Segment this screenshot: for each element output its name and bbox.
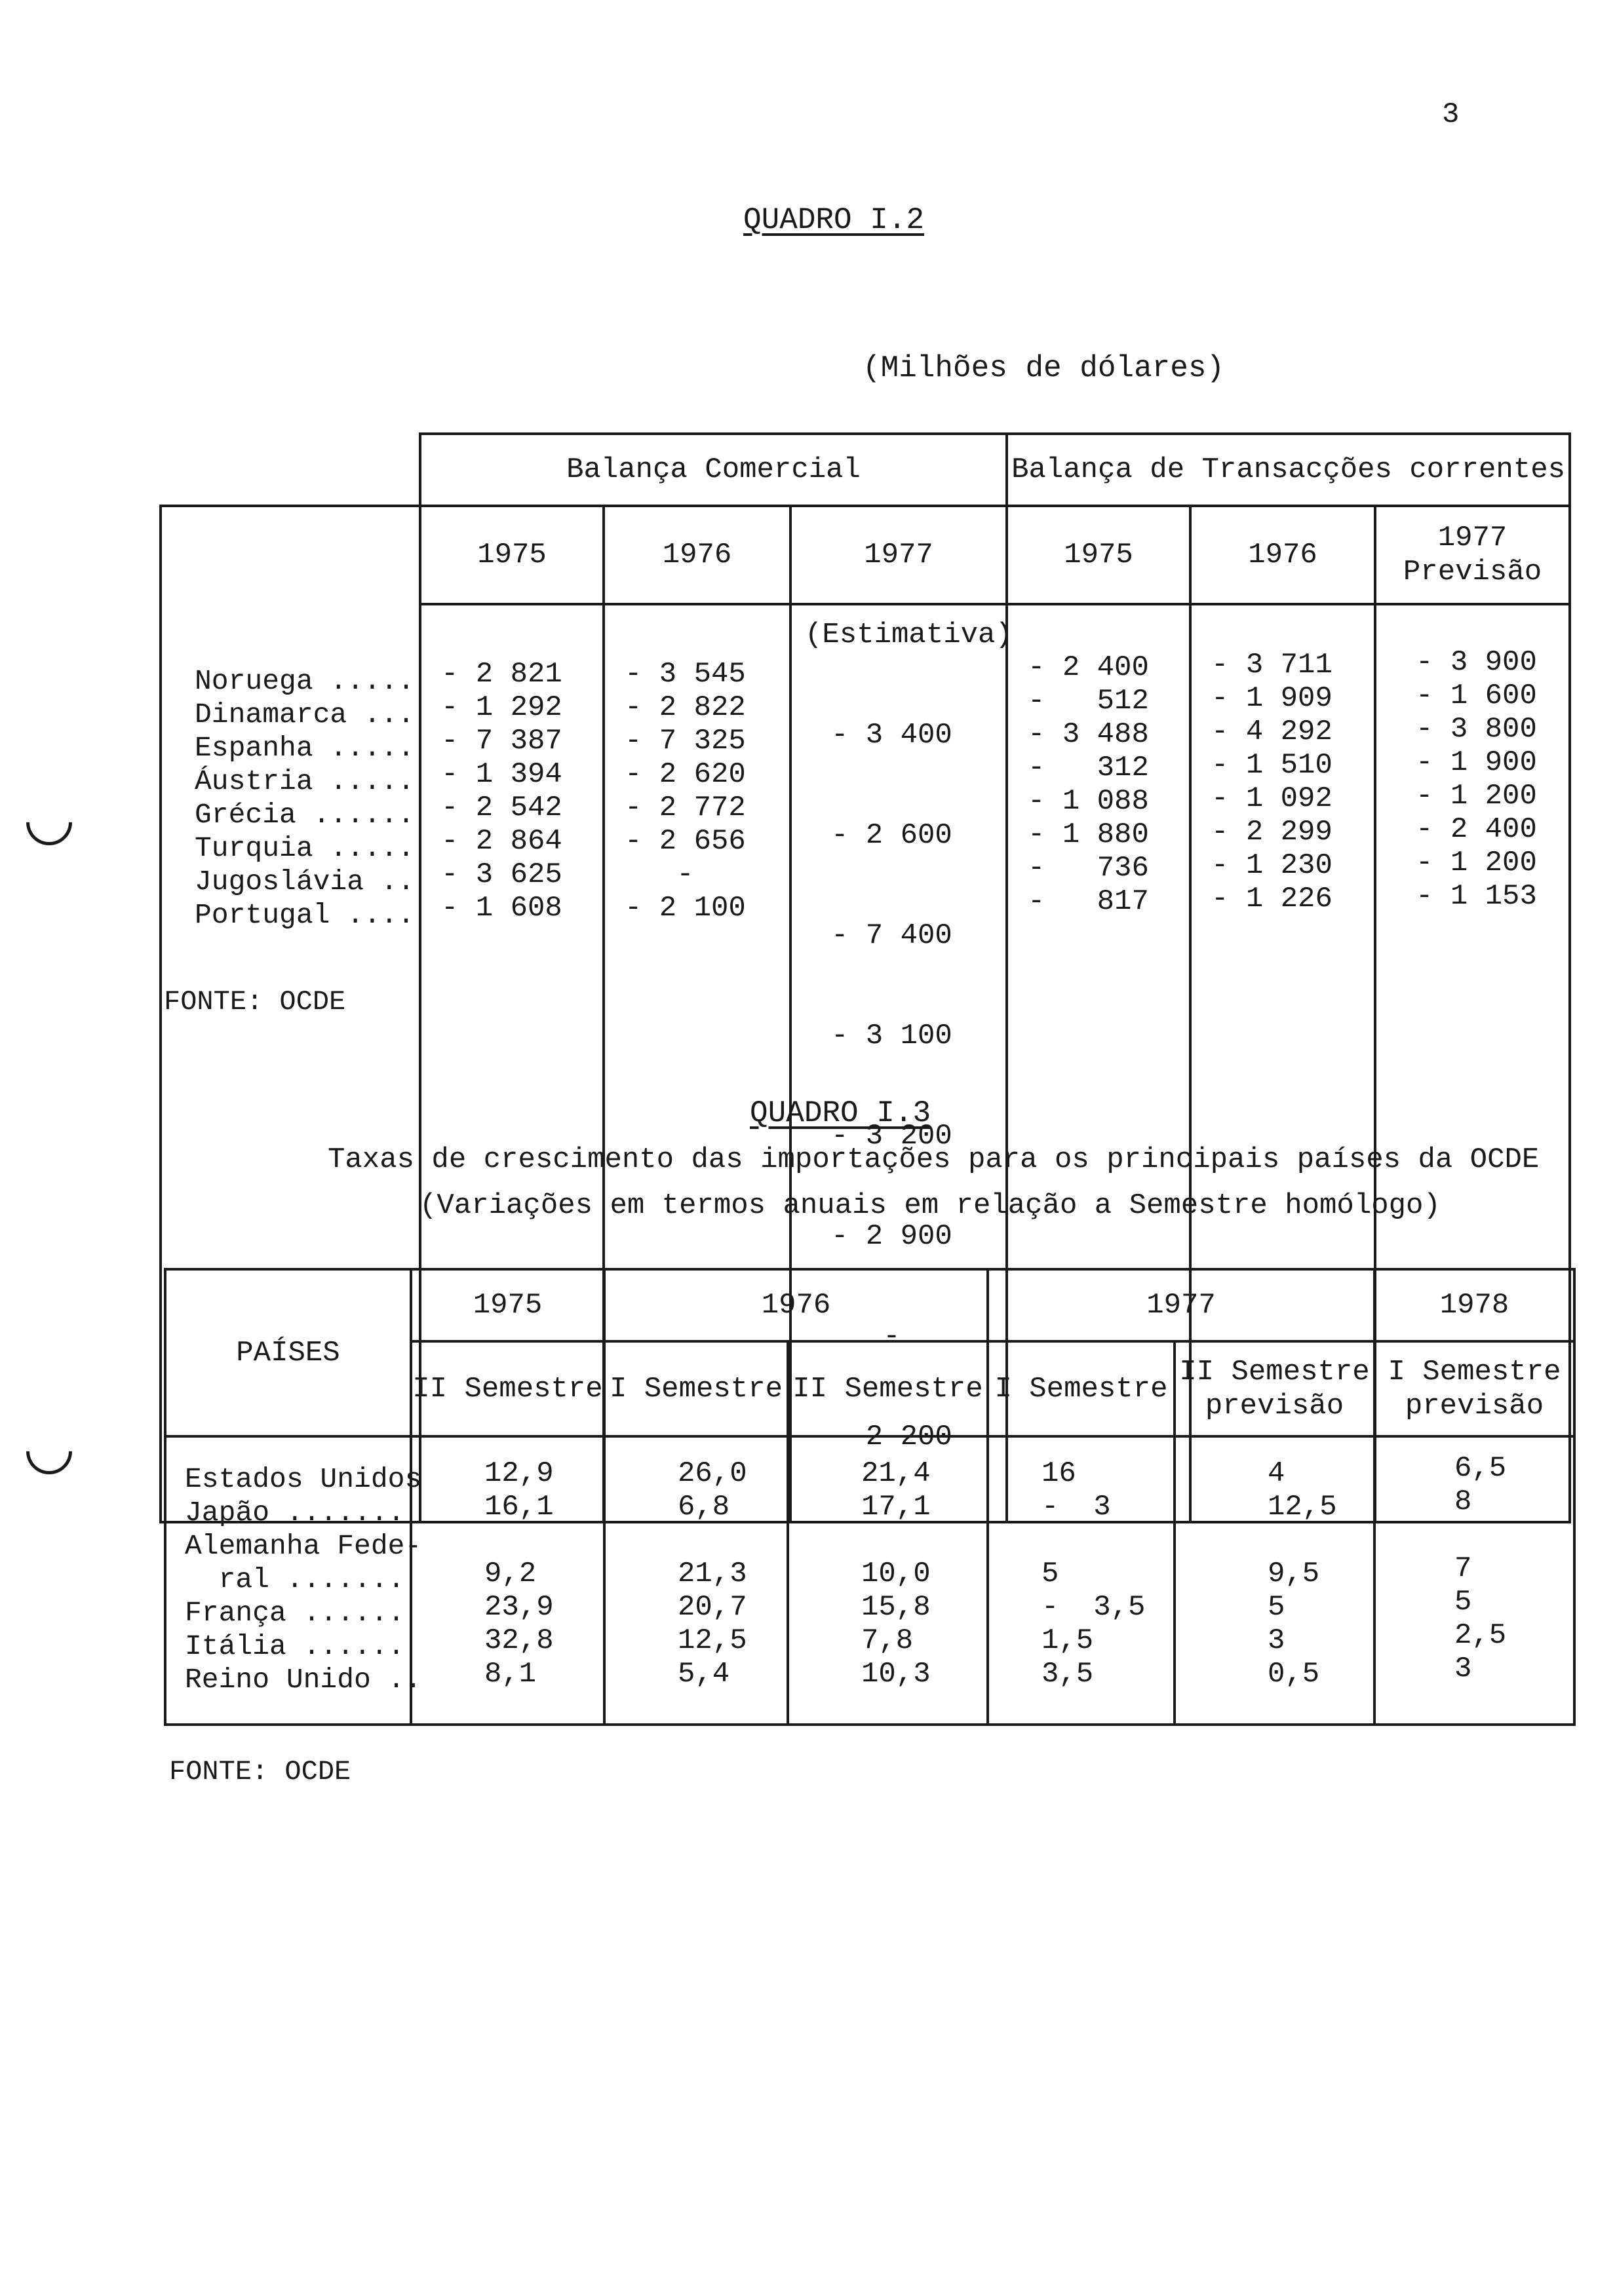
table1-country: Turquia ..... (195, 832, 415, 864)
table1-value: - 3 900 (1416, 646, 1537, 679)
table1-value: - 2 100 (625, 892, 746, 925)
table1-year: 1975 (1007, 506, 1190, 604)
table1-corner (161, 434, 420, 506)
table1-unit: (Milhões de dólares) (863, 351, 1225, 385)
table2-year: 1975 (411, 1269, 604, 1341)
table1-value: - 1 600 (1416, 679, 1537, 712)
table2-value: 17,1 (861, 1491, 931, 1523)
table2-value: 23,9 (484, 1591, 554, 1624)
table1-value: - (625, 858, 746, 891)
table2-value: 9,2 (484, 1558, 537, 1590)
table2-value: - 3,5 (1041, 1591, 1146, 1624)
table2-value: 32,8 (484, 1624, 554, 1657)
table1-country: Grécia ...... (195, 799, 415, 831)
table1-country: Espanha ..... (195, 732, 415, 764)
table2-value (1041, 1524, 1173, 1558)
table2-value: 21,4 (861, 1457, 931, 1490)
table2-year: 1977 (988, 1269, 1374, 1341)
table2-value: 5,4 (678, 1658, 730, 1691)
table1-value: - 2 299 (1211, 816, 1333, 849)
table1-value: - 3 545 (625, 658, 746, 691)
table1-value: - 1 200 (1416, 780, 1537, 813)
table1-value: - 312 (1028, 752, 1149, 784)
table2-semester: II Semestre (411, 1341, 604, 1436)
table1-value: - 817 (1028, 885, 1149, 918)
table1-value: - 2 542 (441, 792, 562, 824)
table1-value: - 2 821 (441, 658, 562, 691)
table1-value: - 4 292 (1211, 716, 1333, 748)
table2-country-cell (165, 1436, 422, 1725)
table1-country: Jugoslávia .. (195, 866, 415, 898)
table1-year-forecast: 1977 Previsão (1375, 506, 1570, 604)
table2-value (1268, 1524, 1373, 1558)
table2-value: 3 (1268, 1624, 1285, 1657)
table2-value: 10,0 (861, 1558, 931, 1590)
table2-value: 8,1 (484, 1658, 537, 1691)
table1-value: - 3 800 (1416, 713, 1537, 746)
table1-value: - 1 510 (1211, 749, 1333, 782)
binder-hole-mark (17, 790, 82, 855)
table2-value: 3 (1454, 1653, 1472, 1685)
table2-semester: II Semestre (788, 1341, 988, 1436)
table2-value: 1,5 (1041, 1624, 1094, 1657)
table1-value: - 2 772 (625, 792, 746, 824)
table1-country: Portugal .... (195, 899, 415, 931)
table2-value: 26,0 (678, 1457, 747, 1490)
table2-value: 12,9 (484, 1457, 554, 1490)
table1-estimate-note: (Estimativa) (805, 619, 1013, 651)
table2-value: 2,5 (1454, 1619, 1507, 1652)
binder-hole-mark (17, 1419, 82, 1484)
table2-value: 20,7 (678, 1591, 747, 1624)
table1-value: - 1 900 (1416, 746, 1537, 779)
table1-value: - 512 (1028, 685, 1149, 718)
table1-value: - 2 864 (441, 825, 562, 858)
table1-year: 1975 (420, 506, 604, 604)
table2-col (788, 1436, 988, 1725)
table2-value: 8 (1454, 1485, 1472, 1518)
table1-value: - 1 226 (1211, 883, 1333, 915)
table1-value: - 2 620 (625, 758, 746, 791)
table1-value: - 1 200 (1416, 847, 1537, 879)
table1-country: Áustria ..... (195, 765, 415, 797)
table1-value: - 1 088 (1028, 785, 1149, 818)
table1-year: 1976 (604, 506, 790, 604)
table1-year: 1976 (1190, 506, 1375, 604)
table2-countries-header: PAÍSES (165, 1269, 411, 1436)
table1-value: - 3 488 (1028, 718, 1149, 751)
table2-col (988, 1436, 1175, 1725)
table1-value: - 1 230 (1211, 849, 1333, 882)
table2-value: 5 (1041, 1558, 1059, 1590)
table2-value: 12,5 (678, 1624, 747, 1657)
table2-country: Estados Unidos (185, 1463, 422, 1495)
table2-value: 6,5 (1454, 1452, 1507, 1485)
table2-year: 1978 (1374, 1269, 1574, 1341)
table1-value: - 7 400 (831, 919, 952, 952)
table2-value: 7,8 (861, 1624, 914, 1657)
table1-value: - 2 600 (831, 819, 952, 852)
table1-value: - 736 (1028, 852, 1149, 885)
table1-value: - 3 200 (831, 1120, 952, 1153)
table2-semester: I Semestre previsão (1374, 1341, 1574, 1436)
table1-value: - 2 822 (625, 691, 746, 724)
table2-value: 7 (1454, 1552, 1472, 1585)
table2-value: 12,5 (1268, 1491, 1337, 1523)
table1-value: - 2 200 (831, 1421, 952, 1453)
table2-value: 15,8 (861, 1591, 931, 1624)
table2-value: 9,5 (1268, 1558, 1320, 1590)
table2-subtitle-2: (Variações em termos anuais em relação a Semestre homólogo) (419, 1189, 1441, 1222)
table2-col (411, 1436, 604, 1725)
table2-value: 3,5 (1041, 1658, 1094, 1691)
table2-semester: I Semestre (604, 1341, 788, 1436)
table2-country: Japão ....... (185, 1497, 405, 1529)
table2-value: 0,5 (1268, 1658, 1320, 1691)
table2-value: 16,1 (484, 1491, 554, 1523)
table2 (164, 1268, 1576, 1726)
table2-value: 10,3 (861, 1658, 931, 1691)
table1-group-current: Balança de Transacções correntes (1007, 434, 1570, 506)
table2-value: 5 (1454, 1586, 1472, 1618)
table1-value: - 2 400 (1416, 813, 1537, 846)
table1-value: - 3 100 (831, 1020, 952, 1052)
table1-country: Dinamarca ... (195, 698, 415, 731)
table2-semester: I Semestre (988, 1341, 1175, 1436)
table2-subtitle-1: Taxas de crescimento das importações para os principais países da OCDE (328, 1143, 1540, 1176)
table2-country: França ...... (185, 1597, 405, 1629)
table2-country: Reino Unido .. (185, 1664, 422, 1696)
table1-country: Noruega ..... (195, 665, 415, 697)
table2-year: 1976 (604, 1269, 988, 1341)
table2-value (861, 1524, 986, 1558)
table1-value: - 1 880 (1028, 818, 1149, 851)
table1-value: - 3 400 (831, 719, 952, 752)
table1-value: - 1 092 (1211, 782, 1333, 815)
table2-value: 21,3 (678, 1558, 747, 1590)
table2-semester: II Semestre previsão (1175, 1341, 1374, 1436)
table2-title: QUADRO I.3 (750, 1096, 931, 1130)
table2-value (484, 1524, 603, 1558)
table2-value (1454, 1519, 1573, 1552)
table1-value: - 3 625 (441, 858, 562, 891)
table2-country: Itália ...... (185, 1630, 405, 1662)
table1-year: 1977 (790, 506, 1007, 604)
table1-title: QUADRO I.2 (743, 203, 925, 237)
table1-value: - (831, 1320, 952, 1353)
table1-value: - 7 325 (625, 725, 746, 757)
table2-col (1374, 1436, 1574, 1725)
table2-source: FONTE: OCDE (169, 1756, 351, 1788)
table1-value: - 1 909 (1211, 682, 1333, 715)
table2-col (1175, 1436, 1374, 1725)
table1-value: - 1 608 (441, 892, 562, 925)
page-number: 3 (1442, 98, 1460, 131)
table1-value: - 2 400 (1028, 651, 1149, 684)
table2-col (604, 1436, 788, 1725)
table2-value: - 3 (1041, 1491, 1111, 1523)
table1-value: - 2 900 (831, 1220, 952, 1253)
table1-value: - 7 387 (441, 725, 562, 757)
table1-group-commercial: Balança Comercial (420, 434, 1007, 506)
table2-country: Alemanha Fede- (185, 1530, 422, 1562)
table2-value: 16 (1041, 1457, 1076, 1490)
table2-country: ral ....... (185, 1563, 405, 1596)
table1-value: - 1 292 (441, 691, 562, 724)
table1-value: - 1 153 (1416, 880, 1537, 913)
table1-value: - 3 711 (1211, 649, 1333, 681)
table2-value (678, 1524, 787, 1558)
table2-value: 5 (1268, 1591, 1285, 1624)
table1-source: FONTE: OCDE (164, 986, 346, 1018)
table2-value: 4 (1268, 1457, 1285, 1490)
table1-value: - 2 656 (625, 825, 746, 858)
table1-value: - 1 394 (441, 758, 562, 791)
table2-value: 6,8 (678, 1491, 730, 1523)
